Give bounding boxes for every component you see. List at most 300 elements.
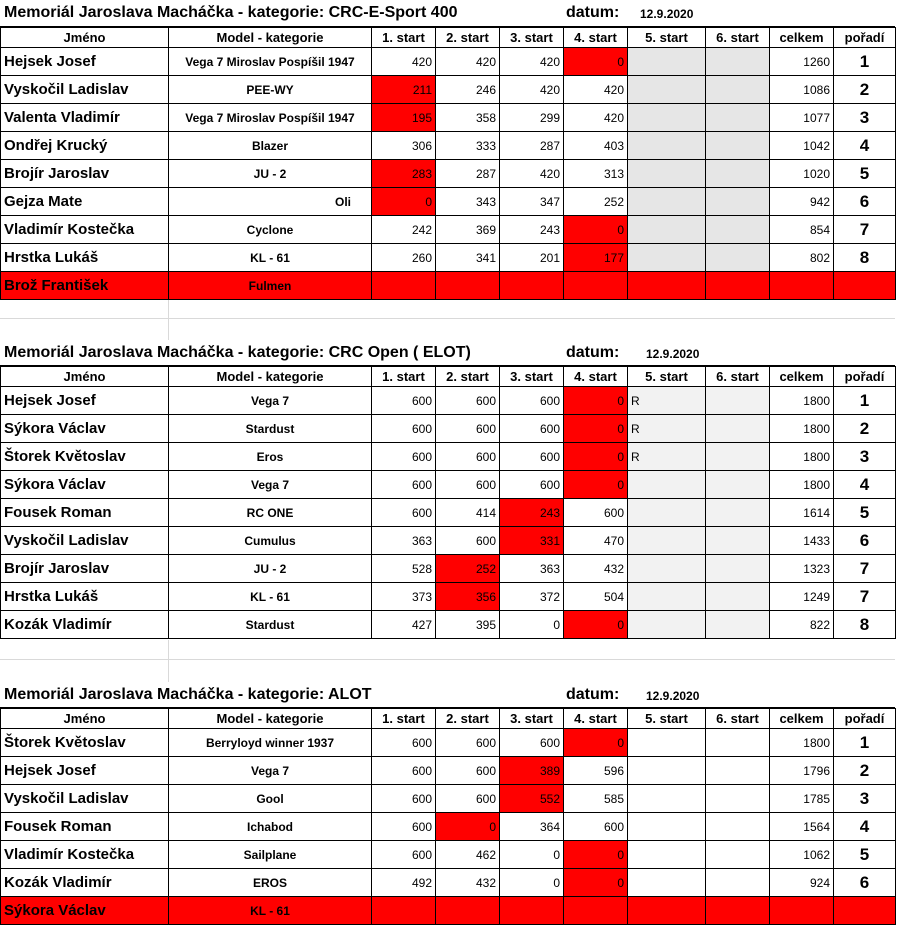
- start-4-score: 177: [564, 244, 628, 272]
- competitor-name: Vyskočil Ladislav: [1, 76, 169, 104]
- start-5-score: [628, 527, 706, 555]
- start-5-score: [628, 471, 706, 499]
- start-1-score: 260: [372, 244, 436, 272]
- column-header: Jméno: [1, 709, 169, 729]
- rank: [834, 272, 896, 300]
- competitor-name: Hejsek Josef: [1, 48, 169, 76]
- table-row: [1, 387, 896, 415]
- column-header: Model - kategorie: [169, 28, 372, 48]
- model-category: Oli: [169, 188, 372, 216]
- competitor-name: Hejsek Josef: [1, 387, 169, 415]
- column-header: pořadí: [834, 367, 896, 387]
- start-3-score: 0: [500, 841, 564, 869]
- total-score: 1086: [770, 76, 834, 104]
- start-4-score: 600: [564, 813, 628, 841]
- start-2-score: 600: [436, 387, 500, 415]
- start-5-score: [628, 841, 706, 869]
- competitor-name: Štorek Květoslav: [1, 443, 169, 471]
- rank: 8: [834, 244, 896, 272]
- start-3-score: 243: [500, 216, 564, 244]
- column-header: 1. start: [372, 709, 436, 729]
- start-2-score: 287: [436, 160, 500, 188]
- total-score: 1077: [770, 104, 834, 132]
- model-category: JU - 2: [169, 555, 372, 583]
- model-category: KL - 61: [169, 244, 372, 272]
- results-section-3: [0, 682, 897, 919]
- start-5-score: [628, 813, 706, 841]
- start-1-score: 600: [372, 471, 436, 499]
- total-score: 1800: [770, 443, 834, 471]
- column-header: 5. start: [628, 367, 706, 387]
- column-header: 5. start: [628, 28, 706, 48]
- competitor-name: Brojír Jaroslav: [1, 160, 169, 188]
- rank: 1: [834, 729, 896, 757]
- start-6-score: [706, 216, 770, 244]
- start-4-score: 0: [564, 415, 628, 443]
- start-5-score: R: [628, 443, 706, 471]
- competitor-name: Sýkora Václav: [1, 471, 169, 499]
- total-score: [770, 272, 834, 300]
- start-3-score: 243: [500, 499, 564, 527]
- start-3-score: [500, 897, 564, 925]
- start-6-score: [706, 76, 770, 104]
- date-value: 12.9.2020: [646, 347, 700, 361]
- start-6-score: [706, 527, 770, 555]
- table-row: [1, 527, 896, 555]
- start-1-score: 600: [372, 785, 436, 813]
- start-6-score: [706, 583, 770, 611]
- start-2-score: 600: [436, 729, 500, 757]
- table-row: [1, 785, 896, 813]
- start-2-score: 369: [436, 216, 500, 244]
- start-5-score: [628, 869, 706, 897]
- table-row: [1, 188, 896, 216]
- table-row: [1, 104, 896, 132]
- competitor-name: Hrstka Lukáš: [1, 583, 169, 611]
- start-6-score: [706, 471, 770, 499]
- competitor-name: Kozák Vladimír: [1, 869, 169, 897]
- rank: 6: [834, 188, 896, 216]
- model-category: Sailplane: [169, 841, 372, 869]
- total-score: 942: [770, 188, 834, 216]
- start-2-score: 395: [436, 611, 500, 639]
- sheet-gridline: [168, 640, 169, 682]
- start-2-score: 0: [436, 813, 500, 841]
- date-label: datum:: [566, 4, 620, 21]
- start-5-score: [628, 583, 706, 611]
- start-3-score: 420: [500, 160, 564, 188]
- start-3-score: 552: [500, 785, 564, 813]
- start-5-score: [628, 132, 706, 160]
- start-3-score: 287: [500, 132, 564, 160]
- start-2-score: [436, 272, 500, 300]
- total-score: 1800: [770, 729, 834, 757]
- total-score: 1800: [770, 415, 834, 443]
- model-category: Cyclone: [169, 216, 372, 244]
- table-header-row: [1, 367, 896, 387]
- competitor-name: Sýkora Václav: [1, 897, 169, 925]
- start-3-score: 0: [500, 869, 564, 897]
- table-row: [1, 555, 896, 583]
- model-category: Blazer: [169, 132, 372, 160]
- start-5-score: [628, 216, 706, 244]
- start-2-score: 600: [436, 471, 500, 499]
- start-1-score: 0: [372, 188, 436, 216]
- table-row: [1, 48, 896, 76]
- rank: 2: [834, 757, 896, 785]
- start-5-score: R: [628, 415, 706, 443]
- competitor-name: Gejza Mate: [1, 188, 169, 216]
- table-row: [1, 272, 896, 300]
- table-row: [1, 160, 896, 188]
- results-section-1: [0, 0, 897, 294]
- total-score: 802: [770, 244, 834, 272]
- table-row: [1, 443, 896, 471]
- date-value: 12.9.2020: [646, 689, 700, 703]
- start-4-score: 0: [564, 841, 628, 869]
- sheet-gridline: [0, 659, 895, 660]
- total-score: 1260: [770, 48, 834, 76]
- column-header: 2. start: [436, 367, 500, 387]
- start-1-score: 427: [372, 611, 436, 639]
- column-header: Model - kategorie: [169, 709, 372, 729]
- start-6-score: [706, 813, 770, 841]
- model-category: Eros: [169, 443, 372, 471]
- start-6-score: [706, 555, 770, 583]
- start-3-score: 331: [500, 527, 564, 555]
- start-3-score: 347: [500, 188, 564, 216]
- start-3-score: 600: [500, 415, 564, 443]
- column-header: Model - kategorie: [169, 367, 372, 387]
- model-category: Vega 7: [169, 387, 372, 415]
- start-4-score: 420: [564, 76, 628, 104]
- start-4-score: 504: [564, 583, 628, 611]
- competitor-name: Štorek Květoslav: [1, 729, 169, 757]
- start-5-score: [628, 499, 706, 527]
- rank: 2: [834, 415, 896, 443]
- start-5-score: [628, 104, 706, 132]
- competitor-name: Ondřej Krucký: [1, 132, 169, 160]
- start-4-score: 0: [564, 443, 628, 471]
- date-label: datum:: [566, 686, 620, 703]
- rank: [834, 897, 896, 925]
- model-category: Vega 7 Miroslav Pospíšil 1947: [169, 48, 372, 76]
- model-category: Vega 7 Miroslav Pospíšil 1947: [169, 104, 372, 132]
- start-6-score: [706, 387, 770, 415]
- start-3-score: 372: [500, 583, 564, 611]
- start-5-score: [628, 76, 706, 104]
- competitor-name: Sýkora Václav: [1, 415, 169, 443]
- rank: 5: [834, 160, 896, 188]
- column-header: 4. start: [564, 367, 628, 387]
- column-header: 2. start: [436, 709, 500, 729]
- start-3-score: 389: [500, 757, 564, 785]
- start-3-score: 420: [500, 48, 564, 76]
- start-2-score: 432: [436, 869, 500, 897]
- start-5-score: [628, 611, 706, 639]
- start-2-score: 414: [436, 499, 500, 527]
- model-category: RC ONE: [169, 499, 372, 527]
- table-row: [1, 583, 896, 611]
- column-header: pořadí: [834, 28, 896, 48]
- table-row: [1, 216, 896, 244]
- start-1-score: 242: [372, 216, 436, 244]
- date-value: 12.9.2020: [640, 7, 694, 21]
- rank: 1: [834, 48, 896, 76]
- total-score: 924: [770, 869, 834, 897]
- start-2-score: 252: [436, 555, 500, 583]
- start-4-score: 432: [564, 555, 628, 583]
- column-header: 5. start: [628, 709, 706, 729]
- total-score: 1800: [770, 387, 834, 415]
- sheet-gridline: [168, 298, 169, 340]
- results-table: [0, 27, 896, 300]
- rank: 4: [834, 813, 896, 841]
- table-row: [1, 841, 896, 869]
- start-3-score: [500, 272, 564, 300]
- start-1-score: 600: [372, 387, 436, 415]
- start-5-score: [628, 188, 706, 216]
- competitor-name: Vladimír Kostečka: [1, 216, 169, 244]
- start-3-score: 0: [500, 611, 564, 639]
- table-row: [1, 415, 896, 443]
- model-category: Fulmen: [169, 272, 372, 300]
- competitor-name: Brojír Jaroslav: [1, 555, 169, 583]
- table-row: [1, 471, 896, 499]
- start-2-score: [436, 897, 500, 925]
- start-5-score: [628, 244, 706, 272]
- start-1-score: 492: [372, 869, 436, 897]
- start-3-score: 363: [500, 555, 564, 583]
- start-4-score: 596: [564, 757, 628, 785]
- start-3-score: 420: [500, 76, 564, 104]
- competitor-name: Fousek Roman: [1, 813, 169, 841]
- start-1-score: 373: [372, 583, 436, 611]
- rank: 8: [834, 611, 896, 639]
- table-header-row: [1, 28, 896, 48]
- start-1-score: 600: [372, 813, 436, 841]
- rank: 6: [834, 527, 896, 555]
- start-5-score: [628, 729, 706, 757]
- total-score: 1020: [770, 160, 834, 188]
- start-4-score: 252: [564, 188, 628, 216]
- column-header: 6. start: [706, 28, 770, 48]
- start-3-score: 600: [500, 729, 564, 757]
- total-score: 1042: [770, 132, 834, 160]
- total-score: 1249: [770, 583, 834, 611]
- start-6-score: [706, 48, 770, 76]
- table-row: [1, 897, 896, 925]
- competitor-name: Vladimír Kostečka: [1, 841, 169, 869]
- start-4-score: 470: [564, 527, 628, 555]
- start-6-score: [706, 132, 770, 160]
- column-header: 2. start: [436, 28, 500, 48]
- competitor-name: Fousek Roman: [1, 499, 169, 527]
- model-category: Stardust: [169, 415, 372, 443]
- start-6-score: [706, 757, 770, 785]
- start-5-score: [628, 160, 706, 188]
- rank: 3: [834, 443, 896, 471]
- model-category: Cumulus: [169, 527, 372, 555]
- column-header: 1. start: [372, 367, 436, 387]
- rank: 4: [834, 471, 896, 499]
- total-score: 854: [770, 216, 834, 244]
- model-category: Stardust: [169, 611, 372, 639]
- results-table: [0, 366, 896, 639]
- start-5-score: R: [628, 387, 706, 415]
- total-score: 1785: [770, 785, 834, 813]
- model-category: Gool: [169, 785, 372, 813]
- rank: 4: [834, 132, 896, 160]
- total-score: 1062: [770, 841, 834, 869]
- table-row: [1, 869, 896, 897]
- start-2-score: 600: [436, 443, 500, 471]
- start-5-score: [628, 757, 706, 785]
- start-5-score: [628, 785, 706, 813]
- start-6-score: [706, 272, 770, 300]
- rank: 7: [834, 583, 896, 611]
- competitor-name: Valenta Vladimír: [1, 104, 169, 132]
- start-3-score: 364: [500, 813, 564, 841]
- start-4-score: 600: [564, 499, 628, 527]
- sheet-gridline: [0, 318, 895, 319]
- model-category: Ichabod: [169, 813, 372, 841]
- competitor-name: Vyskočil Ladislav: [1, 785, 169, 813]
- table-row: [1, 244, 896, 272]
- column-header: 4. start: [564, 709, 628, 729]
- start-6-score: [706, 729, 770, 757]
- total-score: 1800: [770, 471, 834, 499]
- column-header: 4. start: [564, 28, 628, 48]
- rank: 3: [834, 104, 896, 132]
- start-3-score: 600: [500, 471, 564, 499]
- table-row: [1, 813, 896, 841]
- rank: 5: [834, 499, 896, 527]
- table-row: [1, 729, 896, 757]
- start-4-score: 403: [564, 132, 628, 160]
- start-2-score: 600: [436, 785, 500, 813]
- start-5-score: [628, 897, 706, 925]
- table-row: [1, 499, 896, 527]
- model-category: PEE-WY: [169, 76, 372, 104]
- start-6-score: [706, 244, 770, 272]
- start-4-score: 0: [564, 729, 628, 757]
- total-score: 1564: [770, 813, 834, 841]
- table-row: [1, 132, 896, 160]
- total-score: 1796: [770, 757, 834, 785]
- table-header-row: [1, 709, 896, 729]
- start-1-score: 600: [372, 729, 436, 757]
- start-6-score: [706, 785, 770, 813]
- start-2-score: 420: [436, 48, 500, 76]
- competitor-name: Vyskočil Ladislav: [1, 527, 169, 555]
- competitor-name: Kozák Vladimír: [1, 611, 169, 639]
- start-1-score: 363: [372, 527, 436, 555]
- start-1-score: [372, 272, 436, 300]
- column-header: Jméno: [1, 28, 169, 48]
- start-1-score: 528: [372, 555, 436, 583]
- date-label: datum:: [566, 344, 620, 361]
- model-category: KL - 61: [169, 583, 372, 611]
- start-2-score: 462: [436, 841, 500, 869]
- start-5-score: [628, 272, 706, 300]
- start-4-score: 313: [564, 160, 628, 188]
- start-1-score: 211: [372, 76, 436, 104]
- start-6-score: [706, 897, 770, 925]
- total-score: [770, 897, 834, 925]
- start-6-score: [706, 104, 770, 132]
- start-4-score: 0: [564, 471, 628, 499]
- column-header: 1. start: [372, 28, 436, 48]
- rank: 2: [834, 76, 896, 104]
- start-3-score: 201: [500, 244, 564, 272]
- column-header: Jméno: [1, 367, 169, 387]
- column-header: celkem: [770, 709, 834, 729]
- total-score: 1614: [770, 499, 834, 527]
- start-6-score: [706, 611, 770, 639]
- start-1-score: 420: [372, 48, 436, 76]
- rank: 7: [834, 216, 896, 244]
- start-6-score: [706, 415, 770, 443]
- column-header: 6. start: [706, 709, 770, 729]
- start-6-score: [706, 160, 770, 188]
- start-1-score: 600: [372, 415, 436, 443]
- start-2-score: 600: [436, 757, 500, 785]
- competitor-name: Hejsek Josef: [1, 757, 169, 785]
- start-1-score: 600: [372, 499, 436, 527]
- start-6-score: [706, 443, 770, 471]
- start-6-score: [706, 499, 770, 527]
- rank: 3: [834, 785, 896, 813]
- table-row: [1, 76, 896, 104]
- rank: 1: [834, 387, 896, 415]
- start-4-score: 585: [564, 785, 628, 813]
- start-2-score: 343: [436, 188, 500, 216]
- start-3-score: 600: [500, 443, 564, 471]
- section-title: Memoriál Jaroslava Macháčka - kategorie: CRC Open ( ELOT): [4, 344, 471, 361]
- start-2-score: 600: [436, 415, 500, 443]
- start-5-score: [628, 48, 706, 76]
- column-header: 3. start: [500, 709, 564, 729]
- competitor-name: Brož František: [1, 272, 169, 300]
- start-4-score: 0: [564, 216, 628, 244]
- model-category: EROS: [169, 869, 372, 897]
- start-2-score: 341: [436, 244, 500, 272]
- start-1-score: [372, 897, 436, 925]
- competitor-name: Hrstka Lukáš: [1, 244, 169, 272]
- model-category: KL - 61: [169, 897, 372, 925]
- results-table: [0, 708, 896, 925]
- total-score: 1323: [770, 555, 834, 583]
- section-title: Memoriál Jaroslava Macháčka - kategorie: ALOT: [4, 686, 372, 703]
- start-4-score: [564, 272, 628, 300]
- start-1-score: 306: [372, 132, 436, 160]
- start-1-score: 600: [372, 443, 436, 471]
- total-score: 1433: [770, 527, 834, 555]
- column-header: pořadí: [834, 709, 896, 729]
- start-4-score: 0: [564, 48, 628, 76]
- start-4-score: 0: [564, 387, 628, 415]
- model-category: Vega 7: [169, 471, 372, 499]
- column-header: 3. start: [500, 28, 564, 48]
- start-1-score: 600: [372, 841, 436, 869]
- section-title: Memoriál Jaroslava Macháčka - kategorie: CRC-E-Sport 400: [4, 4, 458, 21]
- start-2-score: 246: [436, 76, 500, 104]
- model-category: JU - 2: [169, 160, 372, 188]
- rank: 7: [834, 555, 896, 583]
- column-header: celkem: [770, 28, 834, 48]
- start-4-score: [564, 897, 628, 925]
